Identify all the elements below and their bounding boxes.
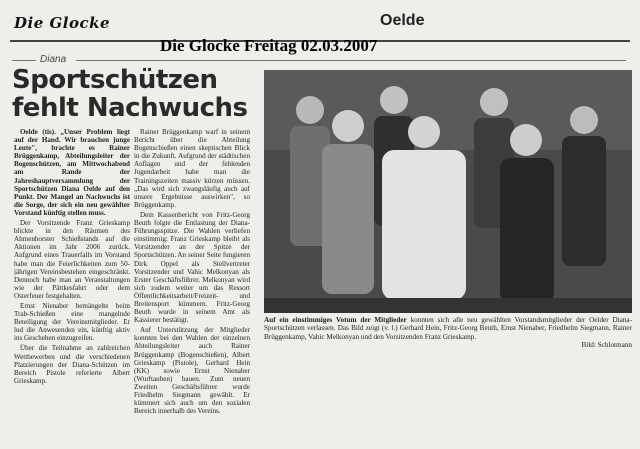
article-paragraph: Der Vorsitzende Franz Grieskamp blickte in den Räumen des Ahmenhorster Schießstands auf die Aktionen im Jahr 2006 zurück. Aufgrund eines Trauerfalls im Vorstand habe man die Feierlichkeiten zum 50-jährigen Vereinsbestehen eingeschränkt. Dennoch habe man an Veranstaltungen wie der Pättkesfahrt oder dem Osterfeuer festgehalten. [14, 219, 130, 300]
paper-name: Die Glocke [14, 14, 111, 32]
photo-caption [264, 316, 632, 350]
clipping-date-title: Die Glocke Freitag 02.03.2007 [160, 36, 378, 55]
article-paragraph: Rainer Brüggenkamp warf in seinem Bericht über die Abteilung Bogenschießen einen skeptischen Blick in die Zukunft. Aufgrund der städtischen Auflagen und der fehlenden Jugendarbeit habe man die Trainingszeiten massiv kürzen müssen. „Das wird sich zwangsläufig auch auf unsere Ergebnisse auswirken", so Brüggenkamp. [134, 128, 250, 209]
masthead [10, 10, 630, 32]
article-lead: Oelde (tis). „Unser Problem liegt auf der Hand. Wir brauchen junge Leute", brachte es Rainer Brüggenkamp, Abteilungsleiter der Bogenschützen, am Mittwochabend am Rande der Jahreshauptversammlung der Sportschützen Diana Oelde auf den Punkt. Der Mangel an Nachwuchs ist die Sorge, der sich ein neu gewählter Vorstand künftig stellen muss. [14, 128, 130, 217]
photo-caption-text: konnten sich alle neu gewählten Vorstandsmitglieder der Oelder Diana-Sportschützen verlassen. Das Bild zeigt (v. l.) Gerhard Hein, Fritz-Georg Beuth, Ernst Nienaber, Friedhelm Siegmann, Rainer Brüggenkamp, Vahic Melkonyan und den Vorsitzenden Franz Grieskamp. [264, 316, 632, 341]
headline: Sportschützen fehlt Nachwuchs [12, 65, 248, 123]
kicker-rule-right [76, 60, 626, 61]
article-column-1 [14, 128, 130, 438]
photo-caption-lead: Auf ein einstimmiges Votum der Mitglieder [264, 316, 407, 324]
kicker: Diana [40, 54, 67, 65]
article-paragraph: Über die Teilnahme an zahlreichen Wettbewerben und die verschiedenen Platzierungen der Diana-Schützen im Bereich Pistole referierte Albert Grieskamp. [14, 344, 130, 385]
photo-credit: Bild: Schlotmann [581, 341, 632, 350]
article-paragraph: Dem Kassenbericht von Fritz-Georg Beuth folgte die Entlastung der Diana-Führungsspitze. Die Wahlen verliefen einstimmig: Franz Grieskamp bleibt als Vorsitzender an der Spitze der Sportschützen. An seiner Seite fungieren Dirk Oppel als Stellvertreter Vorsitzender und Vahic Melkonyan als Erster Geschäftsführer. Melkonyan wird sich zudem weiter um das Ressort Öffentlichkeitsarbeit/Freizeit- und Breitensport kümmern. Fritz-Georg Beuth wurde in seinem Amt als Kassierer bestätigt. [134, 210, 250, 325]
article-paragraph: Auf Unterstützung der Mitglieder konnten bei den Wahlen der einzelnen Abteilungsleiter auch Rainer Brüggenkamp (Bogenschießen), Albert Grieskamp (Pistole), Gerhard Hein (KK) sowie Ernst Nienaber (Wurftauben) bauen. Zum neuen Zweiten Geschäftsführer wurde Friedhelm Siegmann gewählt. Er kümmert sich auch um den sozialen Bereich innerhalb des Vereins. [134, 326, 250, 416]
local-section-label: Oelde [380, 12, 425, 29]
article-column-2 [134, 128, 250, 438]
kicker-rule-left [12, 60, 36, 61]
group-photo [264, 70, 632, 313]
article-paragraph: Ernst Nienaber bemängelte beim Trab-Schießen eine mangelnde Beteiligung der Vereinsmitglieder. Er lud die Anwesenden ein, künftig aktiv ins Geschehen einzugreifen. [14, 301, 130, 343]
